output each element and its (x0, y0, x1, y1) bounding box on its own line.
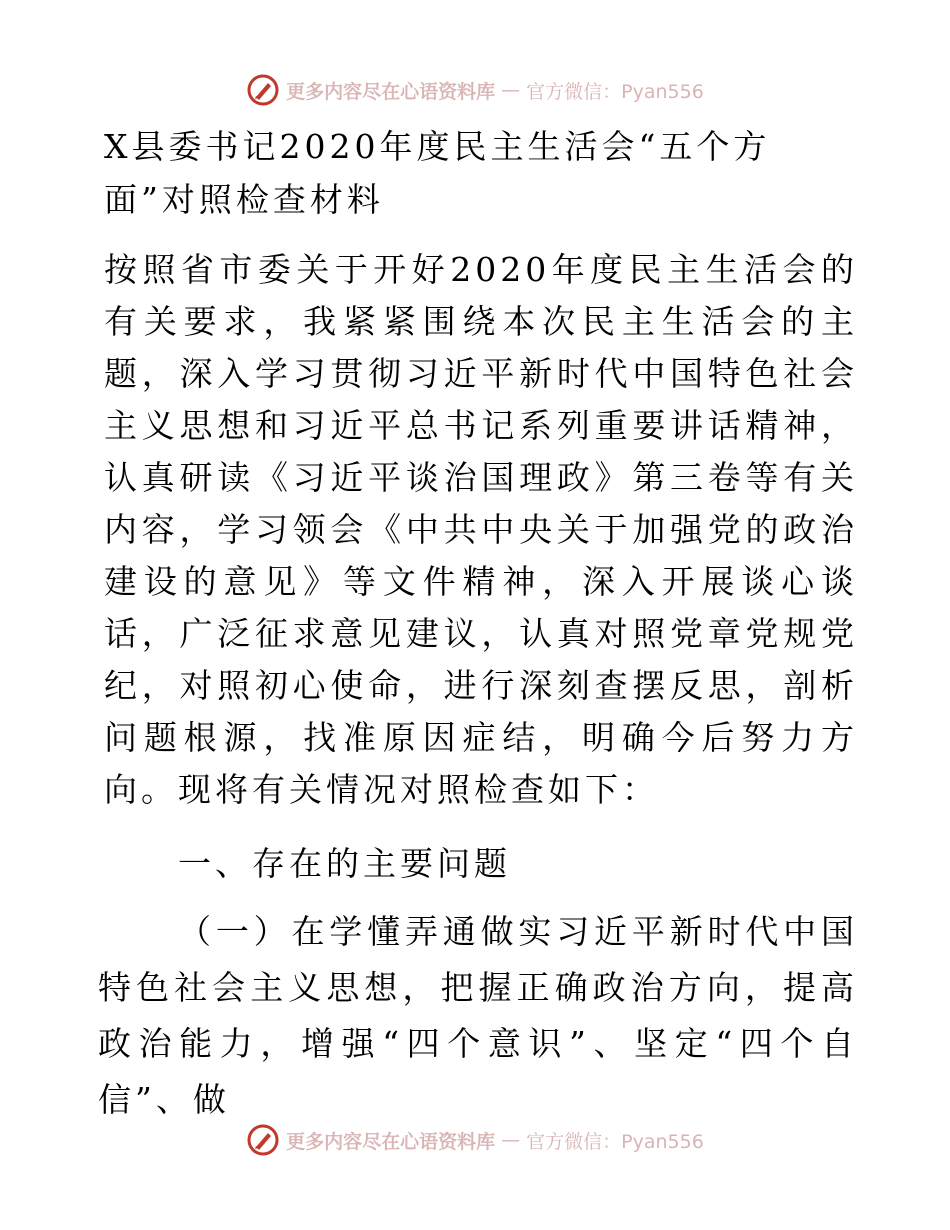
watermark-footer (0, 1120, 950, 1160)
watermark-contact: 官方微信：Pyan556 (526, 1130, 704, 1153)
intro-paragraph: 按照省市委关于开好2020年度民主生活会的有关要求，我紧紧围绕本次民主生活会的主题，深入学习贯彻习近平新时代中国特色社会主义思想和习近平总书记系列重要讲话精神，认真研读《习近平谈治国理政》第三卷等有关内容，学习领会《中共中央关于加强党的政治建设的意见》等文件精神，深入开展谈心谈话，广泛征求意见建议，认真对照党章党规党纪，对照初心使命，进行深刻查摆反思，剖析问题根源，找准原因症结，明确今后努力方向。现将有关情况对照检查如下： (104, 250, 858, 809)
quill-seal-icon (246, 73, 280, 107)
section-heading: 一、存在的主要问题 (178, 844, 511, 883)
watermark-separator: — (501, 1129, 521, 1151)
quill-seal-icon (246, 1123, 280, 1157)
watermark-site-text: 更多内容尽在心语资料库 (286, 80, 496, 103)
document-title: X县委书记2020年度民主生活会“五个方面”对照检查材料 (104, 127, 771, 219)
document-body (98, 120, 858, 1128)
subsection-paragraph: （一）在学懂弄通做实习近平新时代中国特色社会主义思想，把握正确政治方向，提高政治能力，增强“四个意识”、坚定“四个自信”、做 (98, 912, 858, 1119)
watermark-site-text: 更多内容尽在心语资料库 (286, 1130, 496, 1153)
watermark-header (0, 70, 950, 110)
watermark-separator: — (501, 79, 521, 101)
watermark-contact: 官方微信：Pyan556 (526, 80, 704, 103)
